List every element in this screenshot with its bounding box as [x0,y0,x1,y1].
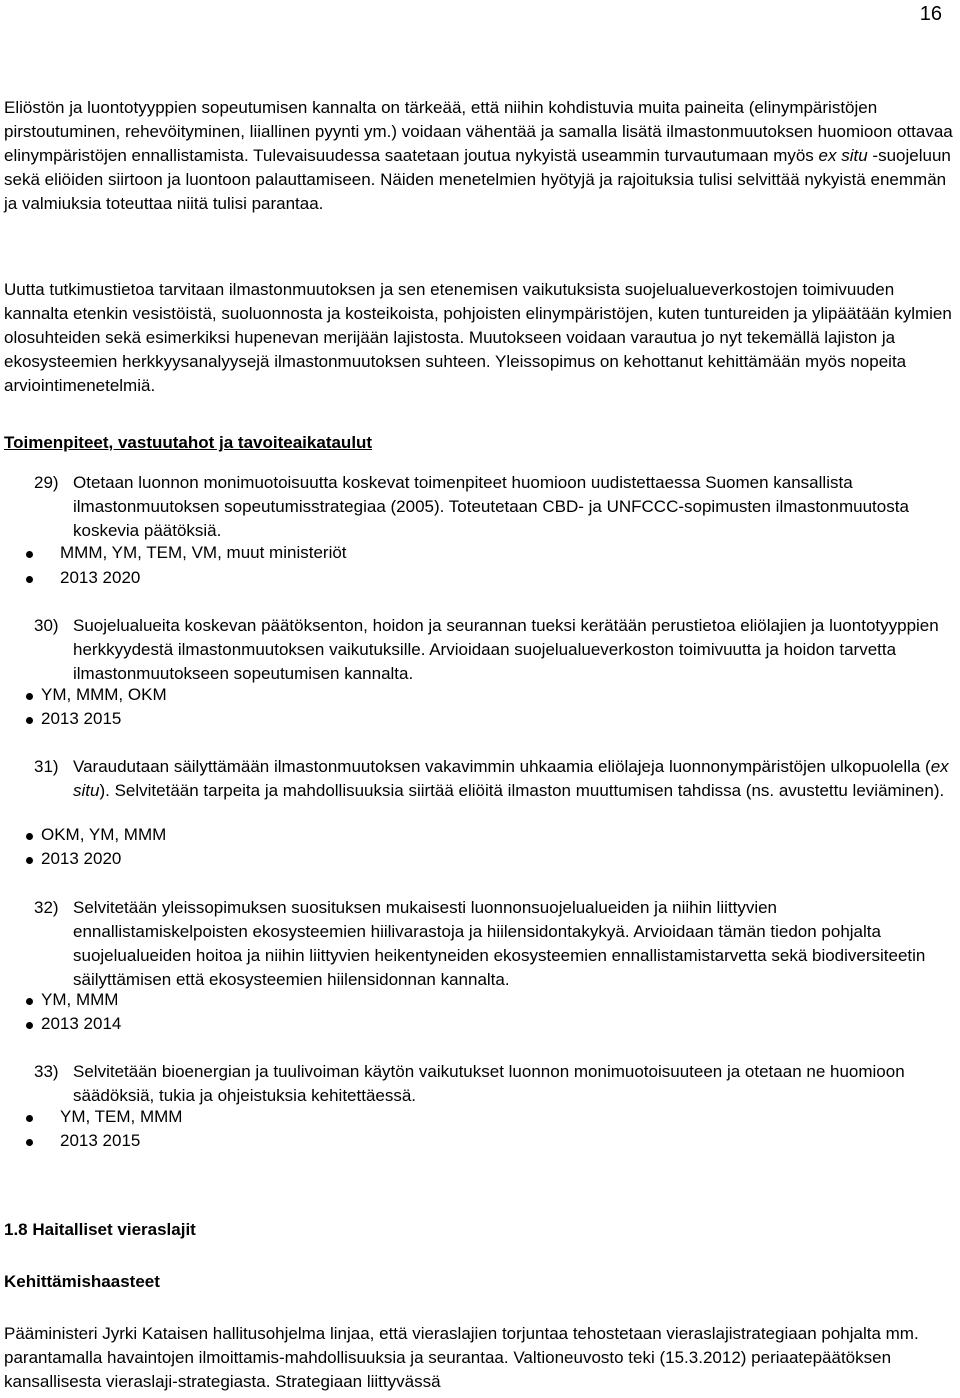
measure-text: Suojelualueita koskevan päätöksenton, hoidon ja seurannan tueksi kerätään perustietoa eliölajien ja luontotyyppien herkkyydestä ilmastonmuutoksen vaikutuksille. Arvioidaan suojelualueverkoston toimivuutta ja hoidon tarvetta ilmastonmuutokseen sopeutumisen kannalta. [73,616,939,683]
bullet-icon [26,1022,33,1029]
intro-paragraph-2 [4,278,956,398]
intro-p1-text-b: -suojeluun sekä eliöiden siirtoon ja luontoon palauttamiseen. Näiden menetelmien hyötyjä ja rajoituksia tulisi selvittää nykyistä enemmän ja valmiuksia toteuttaa niitä tulisi parantaa. [4,146,951,213]
measure-number: 33) [34,1062,59,1081]
measure-number: 32) [34,898,59,917]
schedule-text: 2013 2020 [41,849,122,868]
responsible-text: YM, MMM [41,990,119,1009]
measure-number: 29) [34,473,59,492]
responsible-text: YM, TEM, MMM [60,1107,183,1126]
measure-text-b: ). Selvitetään tarpeita ja mahdollisuuksia siirtää eliöitä ilmaston muuttumisen tahdissa (ns. avustettu leviäminen). [99,781,945,800]
measure-text-a: Varaudutaan säilyttämään ilmastonmuutoksen vakavimmin uhkaamia eliölajeja luonnonympäristöjen ulkopuolella ( [73,757,931,776]
intro-p1-emphasis: ex situ [818,146,868,165]
measure-31 [0,755,952,803]
measure-30 [0,614,952,686]
responsible-text: OKM, YM, MMM [41,825,167,844]
intro-paragraph-1 [4,96,956,216]
section-1-8-paragraph [4,1322,956,1394]
responsible-text: MMM, YM, TEM, VM, muut ministeriöt [60,543,347,562]
responsible-text: YM, MMM, OKM [41,685,167,704]
bullet-icon [26,1115,33,1122]
bullet-icon [26,717,33,724]
bullet-icon [26,693,33,700]
section-1-8-paragraph-text: Pääministeri Jyrki Kataisen hallitusohjelma linjaa, että vieraslajien torjuntaa tehostetaan vieraslajistrategiaan pohjalta mm. parantamalla havaintojen ilmoittamis-mahdollisuuksia ja seurantaa. Valtioneuvosto teki (15.3.2012) periaatepäätöksen kansallisesta vieraslaji-strategiasta. Strategiaan liittyvässä [4,1324,919,1391]
measure-32 [0,896,952,992]
measure-text: Selvitetään yleissopimuksen suosituksen mukaisesti luonnonsuojelualueiden ja niihin liittyvien ennallistamiskelpoisten ekosysteemien hiilivarastoja ja hiilensidontakykyä. Arvioidaan tämän tiedon pohjalta suojelualueiden hoitoa ja niihin liittyvien heikentyneiden ekosysteemien ennallistamistarvetta sekä biodiversiteetin säilyttämisen että ekosysteemien hiilensidonnan kannalta. [73,898,926,989]
bullet-icon [26,551,33,558]
bullet-icon [26,833,33,840]
schedule-text: 2013 2014 [41,1014,122,1033]
section-1-8-title: 1.8 Haitalliset vieraslajit [4,1220,196,1239]
measure-text: Selvitetään bioenergian ja tuulivoiman käytön vaikutukset luonnon monimuotoisuuteen ja otetaan ne huomioon säädöksiä, tukia ja ohjeistuksia kehitettäessä. [73,1062,905,1105]
measure-text: Otetaan luonnon monimuotoisuutta koskevat toimenpiteet huomioon uudistettaessa Suomen kansallista ilmastonmuutoksen sopeutumisstrategiaa (2005). Toteutetaan CBD- ja UNFCCC-sopimusten ilmastonmuutosta koskevia päätöksiä. [73,473,909,540]
bullet-icon [26,576,33,583]
measure-33 [0,1060,952,1108]
schedule-text: 2013 2020 [60,568,141,587]
measure-number: 30) [34,616,59,635]
section-1-8-subheading: Kehittämishaasteet [4,1272,160,1291]
section-heading: Toimenpiteet, vastuutahot ja tavoiteaikataulut [4,433,373,452]
intro-p1-text-a: Eliöstön ja luontotyyppien sopeutumisen kannalta on tärkeää, että niihin kohdistuvia muita paineita (elinympäristöjen pirstoutuminen, rehevöityminen, liiallinen pyynti ym.) voidaan vähentää ja samalla lisätä ilmastonmuutoksen huomioon ottavaa elinympäristöjen ennallistamista. Tulevaisuudessa saatetaan joutua nykyistä useammin turvautumaan myös [4,98,953,165]
page-number: 16 [919,3,942,25]
bullet-icon [26,1139,33,1146]
measure-number: 31) [34,757,59,776]
intro-p2-text: Uutta tutkimustietoa tarvitaan ilmastonmuutoksen ja sen etenemisen vaikutuksista suojelualueverkostojen toimivuuden kannalta etenkin vesistöistä, suoluonnosta ja kosteikoista, pohjoisten elinympäristöjen, kuten tuntureiden ja ylipäätään kylmien olosuhteiden sekä esimerkiksi hupenevan merijään lajistosta. Muutokseen voidaan varautua jo nyt tekemällä lajiston ja ekosysteemien herkkyysanalyysejä ilmastonmuutoksen suhteen. Yleissopimus on kehottanut kehittämään myös nopeita arviointimenetelmiä. [4,280,952,395]
schedule-text: 2013 2015 [41,709,122,728]
schedule-text: 2013 2015 [60,1131,141,1150]
measure-text-emphasis: ex situ [73,757,949,800]
measure-29 [0,471,952,543]
bullet-icon [26,857,33,864]
bullet-icon [26,998,33,1005]
